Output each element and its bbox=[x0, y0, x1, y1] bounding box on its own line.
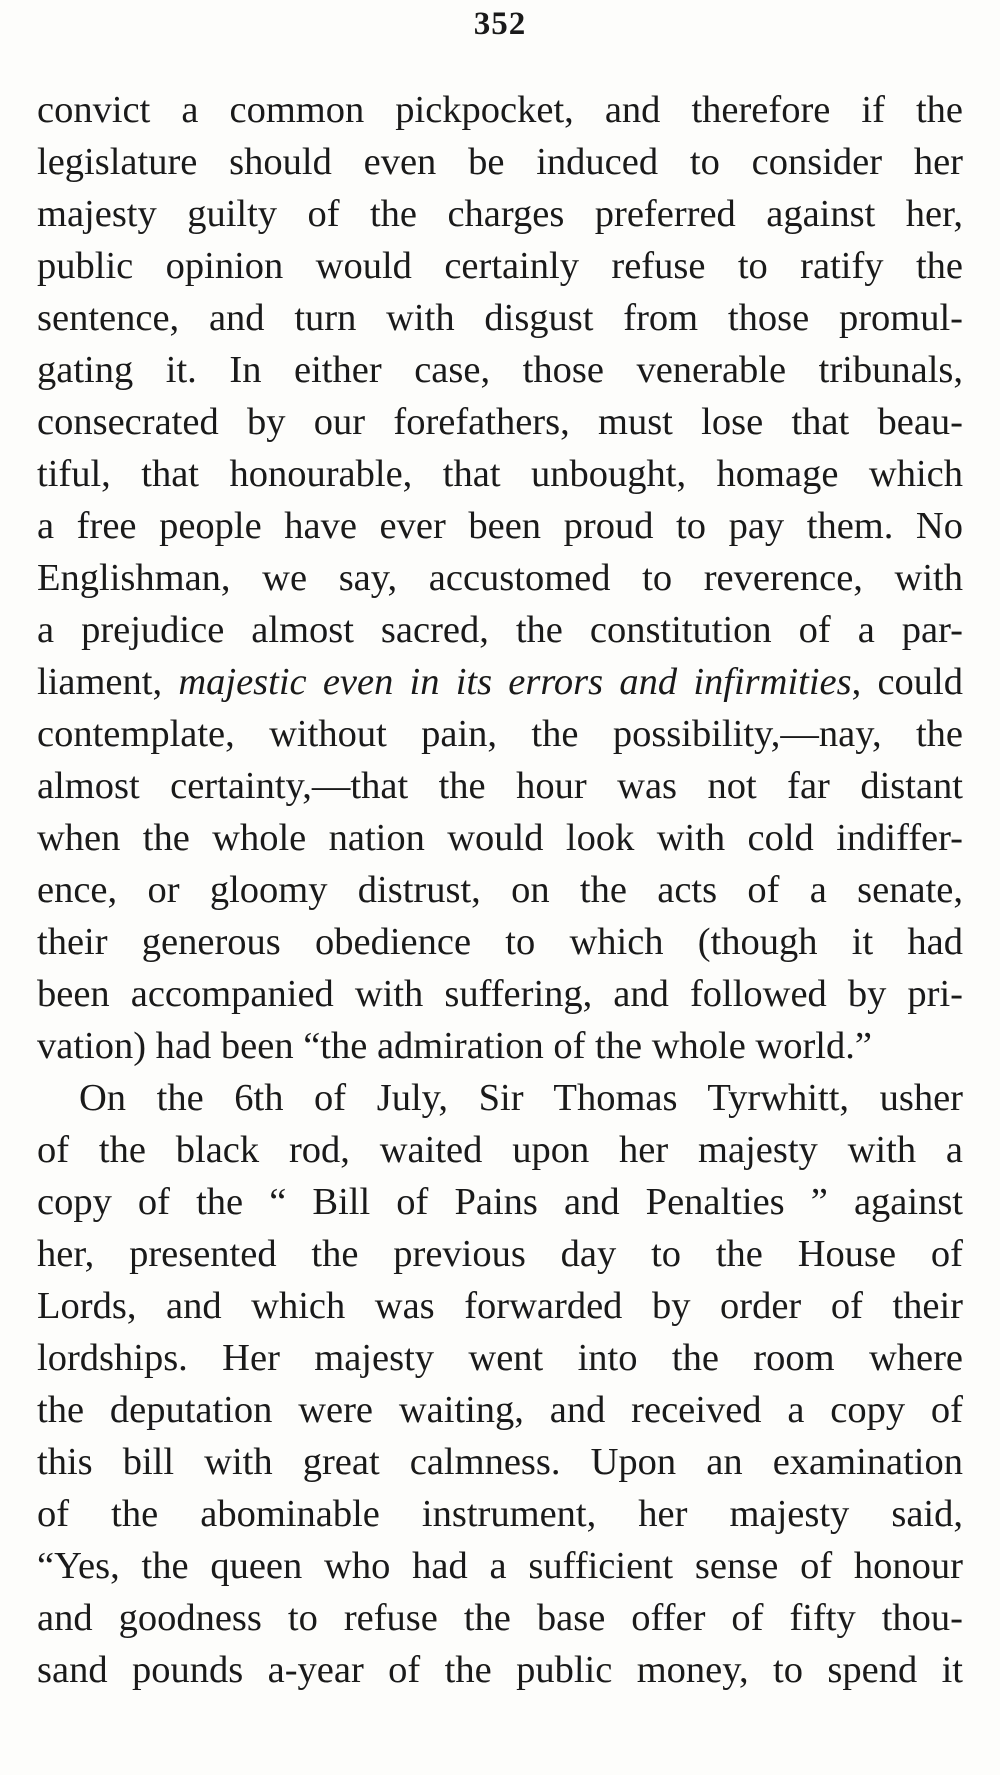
paragraph-end-line: vation) had been “the admiration of the whole world.” bbox=[37, 1025, 872, 1067]
text-line: a free people have ever been proud to pay them. No bbox=[37, 505, 963, 547]
text-line: when the whole nation would look with cold indiffer- bbox=[37, 817, 963, 859]
text-line: this bill with great calmness. Upon an examination bbox=[37, 1441, 963, 1483]
text-line: almost certainty,—that the hour was not far distant bbox=[37, 765, 963, 807]
text-line: and goodness to refuse the base offer of fifty thou- bbox=[37, 1597, 963, 1639]
text-line: her, presented the previous day to the House of bbox=[37, 1233, 963, 1275]
italic-phrase: majestic even in its errors and infirmities bbox=[178, 661, 852, 703]
text-segment: liament, bbox=[37, 661, 179, 703]
body-text bbox=[37, 84, 963, 1696]
text-line: of the black rod, waited upon her majesty with a bbox=[37, 1129, 963, 1171]
text-line: “Yes, the queen who had a sufficient sense of honour bbox=[37, 1545, 963, 1587]
text-line: of the abominable instrument, her majesty said, bbox=[37, 1493, 963, 1535]
text-line: majesty guilty of the charges preferred against her, bbox=[37, 193, 963, 235]
text-line: legislature should even be induced to consider her bbox=[37, 141, 963, 183]
text-line: gating it. In either case, those venerable tribunals, bbox=[37, 349, 963, 391]
paragraph-start-line: On the 6th of July, Sir Thomas Tyrwhitt, usher bbox=[79, 1077, 963, 1119]
text-segment: , could bbox=[851, 661, 963, 703]
text-line: tiful, that honourable, that unbought, homage which bbox=[37, 453, 963, 495]
text-line: convict a common pickpocket, and therefore if the bbox=[37, 89, 963, 131]
page-number: 352 bbox=[473, 6, 527, 42]
text-line: sentence, and turn with disgust from those promul- bbox=[37, 297, 963, 339]
text-line: contemplate, without pain, the possibility,—nay, the bbox=[37, 713, 963, 755]
text-line: Lords, and which was forwarded by order of their bbox=[37, 1285, 963, 1327]
text-line: copy of the “ Bill of Pains and Penalties ” against bbox=[37, 1181, 963, 1223]
text-line-with-italic bbox=[37, 656, 963, 708]
text-line: ence, or gloomy distrust, on the acts of a senate, bbox=[37, 869, 963, 911]
text-line: sand pounds a-year of the public money, to spend it bbox=[37, 1649, 963, 1691]
text-line: Englishman, we say, accustomed to reverence, with bbox=[37, 557, 963, 599]
text-line: consecrated by our forefathers, must lose that beau- bbox=[37, 401, 963, 443]
text-line: the deputation were waiting, and received a copy of bbox=[37, 1389, 963, 1431]
text-line: a prejudice almost sacred, the constitution of a par- bbox=[37, 609, 963, 651]
text-line: public opinion would certainly refuse to ratify the bbox=[37, 245, 963, 287]
text-line: their generous obedience to which (though it had bbox=[37, 921, 963, 963]
text-line: been accompanied with suffering, and followed by pri- bbox=[37, 973, 963, 1015]
text-line: lordships. Her majesty went into the room where bbox=[37, 1337, 963, 1379]
